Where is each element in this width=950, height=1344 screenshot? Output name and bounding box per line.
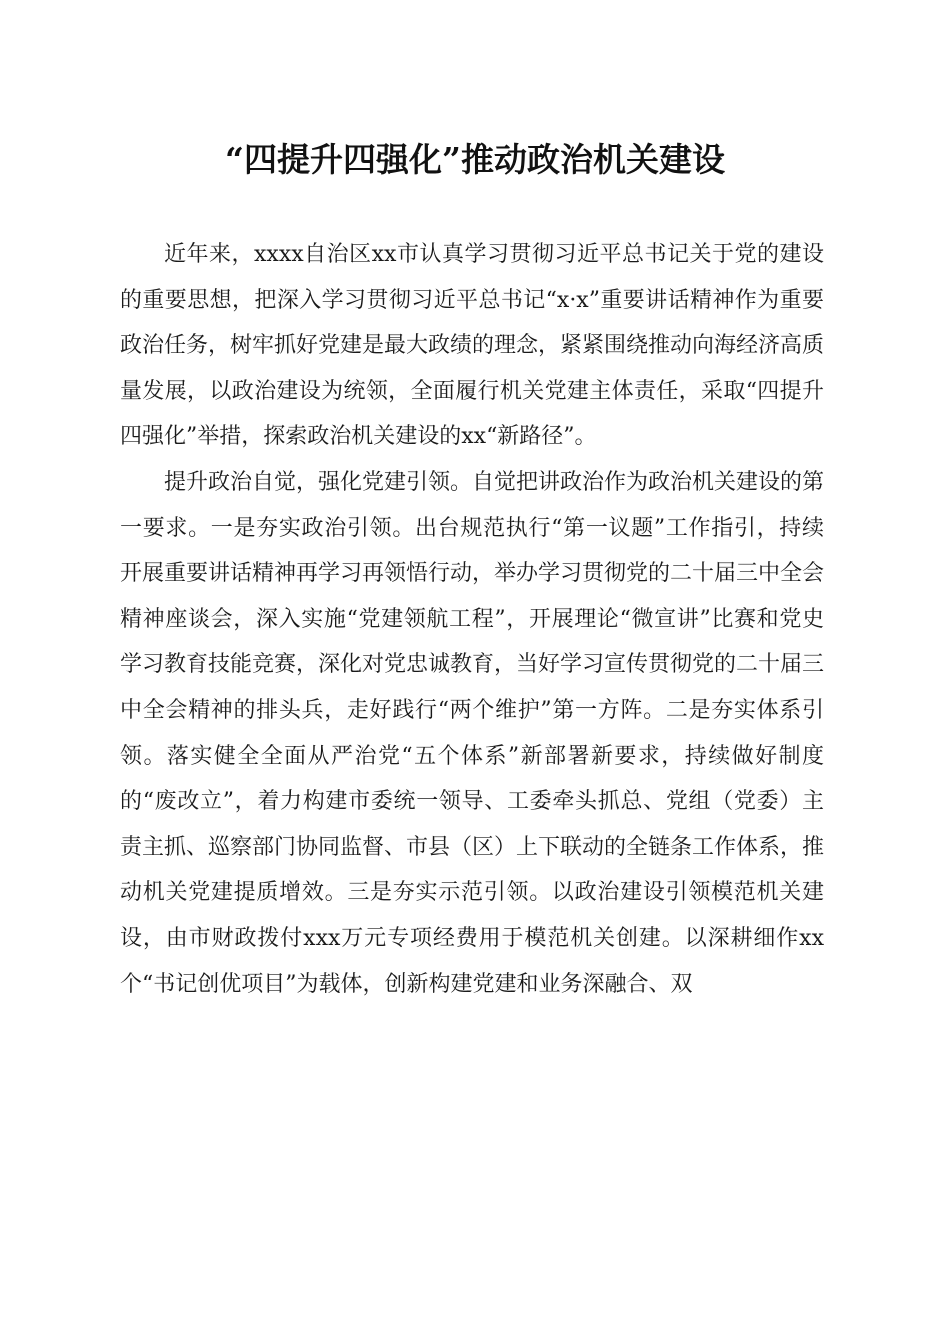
document-title: “四提升四强化”推动政治机关建设 xyxy=(225,140,725,179)
paragraph-political-awareness: 提升政治自觉，强化党建引领。自觉把讲政治作为政治机关建设的第一要求。一是夯实政治引领。出台规范执行“第一议题”工作指引，持续开展重要讲话精神再学习再领悟行动，举办学习贯彻党的二十届三中全会精神座谈会，深入实施“党建领航工程”，开展理论“微宣讲”比赛和党史学习教育技能竞赛，深化对党忠诚教育，当好学习宣传贯彻党的二十届三中全会精神的排头兵，走好践行“两个维护”第一方阵。二是夯实体系引领。落实健全全面从严治党“五个体系”新部署新要求，持续做好制度的“废改立”，着力构建市委统一领导、工委牵头抓总、党组（党委）主责主抓、巡察部门协同监督、市县（区）上下联动的全链条工作体系，推动机关党建提质增效。三是夯实示范引领。以政治建设引领模范机关建设，由市财政拨付xxx万元专项经费用于模范机关创建。以深耕细作xx个“书记创优项目”为载体，创新构建党建和业务深融合、双 xyxy=(120,469,825,997)
paragraph-intro: 近年来，xxxx自治区xx市认真学习贯彻习近平总书记关于党的建设的重要思想，把深入学习贯彻习近平总书记“x·x”重要讲话精神作为重要政治任务，树牢抓好党建是最大政绩的理念，紧紧围绕推动向海经济高质量发展，以政治建设为统领，全面履行机关党建主体责任，采取“四提升四强化”举措，探索政治机关建设的xx“新路径”。 xyxy=(120,242,825,450)
document-body xyxy=(120,232,824,1007)
